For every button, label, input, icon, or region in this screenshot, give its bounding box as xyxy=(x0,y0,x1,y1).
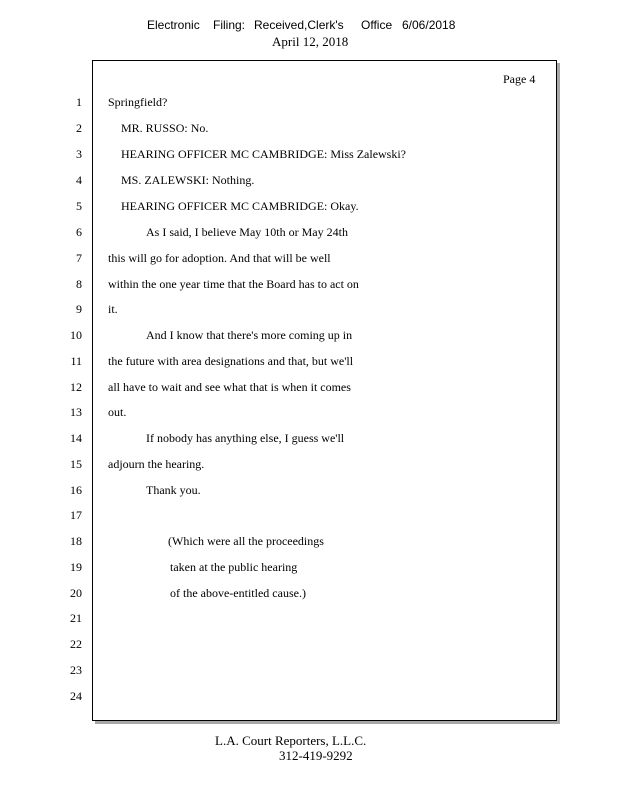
transcript-line: And I know that there's more coming up in xyxy=(146,328,353,342)
line-number: 12 xyxy=(70,380,82,394)
transcript-line: As I said, I believe May 10th or May 24th xyxy=(146,225,348,239)
line-number: 4 xyxy=(76,173,82,187)
transcript-line: out. xyxy=(108,405,127,419)
transcript-line: it. xyxy=(108,302,118,316)
stamp-word: Electronic xyxy=(147,18,200,32)
transcript-line: all have to wait and see what that is when it comes xyxy=(108,380,351,394)
line-number: 9 xyxy=(76,302,82,316)
line-number: 3 xyxy=(76,147,82,161)
line-number: 1 xyxy=(76,95,82,109)
filing-stamp xyxy=(0,18,618,32)
line-number: 13 xyxy=(70,405,82,419)
line-number: 14 xyxy=(70,431,82,445)
stamp-word: Office xyxy=(361,18,393,32)
transcript-line: adjourn the hearing. xyxy=(108,457,205,471)
transcript-line: of the above-entitled cause.) xyxy=(170,586,306,600)
transcript-line: HEARING OFFICER MC CAMBRIDGE: Miss Zalewski? xyxy=(121,147,407,161)
line-number: 18 xyxy=(70,534,82,548)
transcript-line: If nobody has anything else, I guess we'll xyxy=(146,431,345,445)
transcript-line: Springfield? xyxy=(108,95,168,109)
reporter-phone: 312-419-9292 xyxy=(279,748,353,763)
line-number: 7 xyxy=(76,251,82,265)
line-number: 24 xyxy=(70,689,82,703)
stamp-word: 6/06/2018 xyxy=(402,18,456,32)
line-number: 11 xyxy=(70,354,82,368)
line-number: 2 xyxy=(76,121,82,135)
transcript-line: taken at the public hearing xyxy=(170,560,298,574)
line-number: 8 xyxy=(76,277,82,291)
transcript-line: (Which were all the proceedings xyxy=(168,534,324,548)
transcript-line: within the one year time that the Board has to act on xyxy=(108,277,359,291)
stamp-date: April 12, 2018 xyxy=(272,34,349,49)
transcript-line: HEARING OFFICER MC CAMBRIDGE: Okay. xyxy=(121,199,359,213)
transcript-line: this will go for adoption. And that will be well xyxy=(108,251,331,265)
line-number: 21 xyxy=(70,611,82,625)
line-number: 6 xyxy=(76,225,82,239)
transcript-line: MR. RUSSO: No. xyxy=(121,121,209,135)
transcript-line: Thank you. xyxy=(146,483,201,497)
stamp-word: Filing: xyxy=(213,18,246,32)
line-number: 17 xyxy=(70,508,82,522)
line-number: 20 xyxy=(70,586,82,600)
line-number: 5 xyxy=(76,199,82,213)
line-number: 15 xyxy=(70,457,82,471)
transcript-line: MS. ZALEWSKI: Nothing. xyxy=(121,173,255,187)
line-number: 19 xyxy=(70,560,82,574)
stamp-word: Received,Clerk's xyxy=(254,18,344,32)
reporter-company: L.A. Court Reporters, L.L.C. xyxy=(215,733,367,748)
transcript-line: the future with area designations and that, but we'll xyxy=(108,354,354,368)
line-number: 10 xyxy=(70,328,82,342)
line-number: 22 xyxy=(70,637,82,651)
page-number: Page 4 xyxy=(503,72,536,86)
line-number: 23 xyxy=(70,663,82,677)
line-number: 16 xyxy=(70,483,82,497)
